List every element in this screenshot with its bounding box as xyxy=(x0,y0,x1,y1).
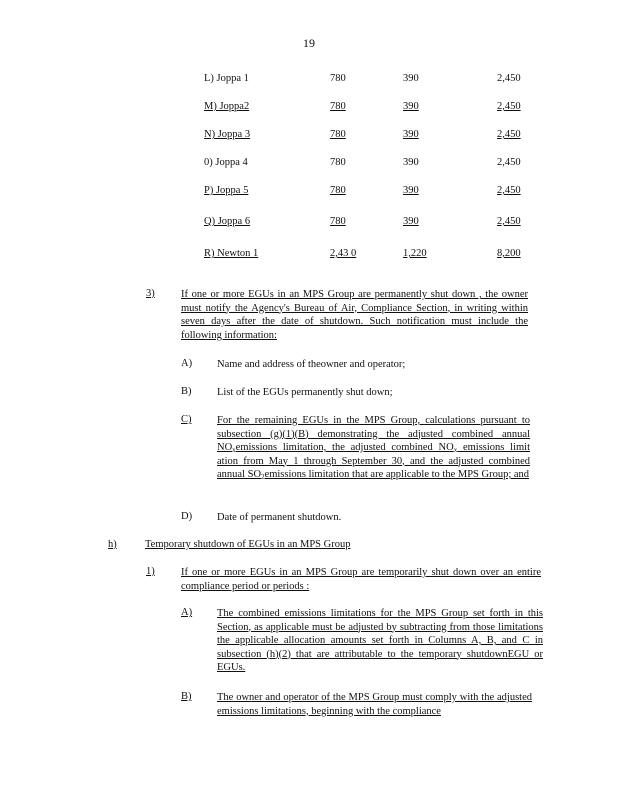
table-row xyxy=(0,216,618,230)
column-a-value: 780 xyxy=(330,157,346,168)
column-c-value: 8,200 xyxy=(497,248,521,259)
egu-name: M) Joppa2 xyxy=(204,101,250,112)
column-a-value: 780 xyxy=(330,129,346,140)
column-c-value: 2,450 xyxy=(497,216,521,227)
egu-name: P) Joppa 5 xyxy=(204,185,249,196)
column-b-value: 390 xyxy=(403,185,419,196)
table-row xyxy=(0,73,618,87)
column-a-value: 780 xyxy=(330,101,346,112)
item-3-label: 3) xyxy=(146,288,155,299)
column-a-value: 2,43 0 xyxy=(330,248,357,259)
table-row xyxy=(0,129,618,143)
table-row xyxy=(0,185,618,199)
section-h-label: h) xyxy=(108,539,117,550)
item-h1-label: 1) xyxy=(146,566,155,577)
item-3d-label: D) xyxy=(181,511,193,522)
column-c-value: 2,450 xyxy=(497,73,521,84)
column-c-value: 2,450 xyxy=(497,129,521,140)
column-c-value: 2,450 xyxy=(497,157,521,168)
table-row xyxy=(0,248,618,262)
item-3c-text: For the remaining EGUs in the MPS Group, calculations pursuant to subsection (g)(1)(B) demonstrating the adjusted combined annual $NO_xemissions$ limitation, the adjusted combined $NO_x$ emissions limit ation from May 1 through September 30, and the adjusted combined annual $SO_2emissions$ limitation that are applicable to the MPS Group; and xyxy=(217,415,530,481)
egu-name: L) Joppa 1 xyxy=(204,73,249,84)
section-h-heading: Temporary shutdown of EGUs in an MPS Group xyxy=(145,539,351,550)
egu-name: 0) Joppa 4 xyxy=(204,157,248,168)
egu-name: Q) Joppa 6 xyxy=(204,216,251,227)
column-c-value: 2,450 xyxy=(497,185,521,196)
item-3c-label: C) xyxy=(181,414,192,425)
table-row xyxy=(0,101,618,115)
item-3a-text: Name and address of theowner and operator; xyxy=(217,359,406,370)
item-h1b-label: B) xyxy=(181,691,192,702)
item-3a-label: A) xyxy=(181,358,193,369)
column-b-value: 390 xyxy=(403,101,419,112)
egu-name: N) Joppa 3 xyxy=(204,129,251,140)
item-3b-label: B) xyxy=(181,386,192,397)
column-b-value: 390 xyxy=(403,216,419,227)
column-b-value: 1,220 xyxy=(403,248,427,259)
column-a-value: 780 xyxy=(330,216,346,227)
column-b-value: 390 xyxy=(403,129,419,140)
table-row xyxy=(0,157,618,171)
column-a-value: 780 xyxy=(330,185,346,196)
item-h1a-text: The combined emissions limitations for the MPS Group set forth in this Section, as applicable must be adjusted by subtracting from those limitations the applicable allocation amounts set forth in Columns A, B, and C in subsection (h)(2) that are attributable to the temporary shutdownEGU or EGUs. xyxy=(217,608,543,673)
egu-name: R) Newton 1 xyxy=(204,248,259,259)
column-b-value: 390 xyxy=(403,73,419,84)
column-b-value: 390 xyxy=(403,157,419,168)
page-number: 19 xyxy=(303,36,315,50)
item-h1a-label: A) xyxy=(181,607,193,618)
item-h1-paragraph: If one or more EGUs in an MPS Group are temporarily shut down over an entire compliance period or periods : xyxy=(181,567,541,592)
column-c-value: 2,450 xyxy=(497,101,521,112)
item-h1b-text: The owner and operator of the MPS Group must comply with the adjusted emissions limitations, beginning with the compliance xyxy=(217,692,532,717)
column-a-value: 780 xyxy=(330,73,346,84)
item-3b-text: List of the EGUs permanently shut down; xyxy=(217,387,393,398)
item-3-paragraph: If one or more EGUs in an MPS Group are permanently shut down , the owner must notify the Agency's Bureau of Air, Compliance Section, in writing within seven days after the date of shutdown. Such notification must include the following information: xyxy=(181,289,528,341)
item-3d-text: Date of permanent shutdown. xyxy=(217,512,342,523)
